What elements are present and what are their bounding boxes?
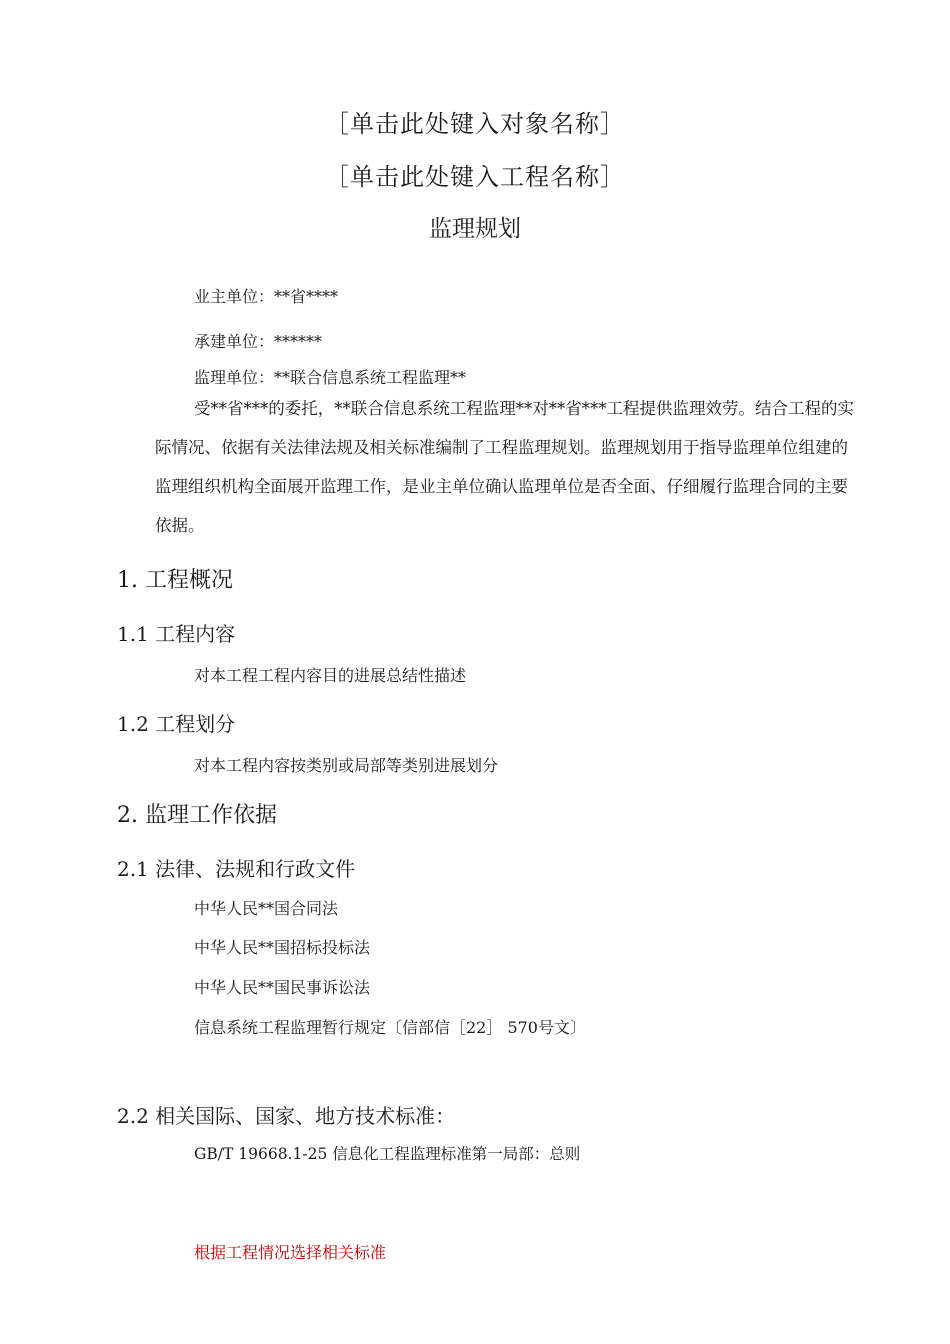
owner-unit: 业主单位：**省**** xyxy=(194,287,339,306)
section-2-heading: 2. 监理工作依据 xyxy=(117,803,277,828)
section-1-2-heading: 1.2 工程划分 xyxy=(117,712,236,736)
section-1-1-heading: 1.1 工程内容 xyxy=(117,622,236,646)
object-name-placeholder[interactable]: ［单击此处键入对象名称］ xyxy=(325,110,625,138)
law-item: 中华人民**国合同法 xyxy=(194,899,339,918)
law-item: 信息系统工程监理暂行规定〔信部信［22］ 570号文〕 xyxy=(194,1018,586,1037)
project-name-placeholder[interactable]: ［单击此处键入工程名称］ xyxy=(325,163,625,191)
contractor-unit: 承建单位：****** xyxy=(194,332,323,351)
document-title: 监理规划 xyxy=(429,216,521,242)
section-1-1-text: 对本工程工程内容目的进展总结性描述 xyxy=(194,666,467,685)
law-item: 中华人民**国民事诉讼法 xyxy=(194,978,371,997)
section-2-2-heading: 2.2 相关国际、国家、地方技术标准： xyxy=(117,1104,456,1128)
section-1-heading: 1. 工程概况 xyxy=(117,568,233,593)
section-1-2-text: 对本工程内容按类别或局部等类别进展划分 xyxy=(194,756,499,775)
intro-paragraph xyxy=(155,389,860,545)
supervisor-unit: 监理单位：**联合信息系统工程监理** xyxy=(194,368,467,387)
standard-item: GB/T 19668.1-25 信息化工程监理标准第一局部：总则 xyxy=(194,1145,581,1163)
intro-text: 受**省***的委托，**联合信息系统工程监理**对**省***工程提供监理效劳。结合工程的实际情况、依据有关法律法规及相关标准编制了工程监理规划。监理规划用于指导监理单位组建的监理组织机构全面展开监理工作，是业主单位确认监理单位是否全面、仔细履行监理合同的主要依据。 xyxy=(155,399,854,535)
law-item: 中华人民**国招标投标法 xyxy=(194,938,371,957)
standards-note: 根据工程情况选择相关标准 xyxy=(194,1243,387,1262)
section-2-1-heading: 2.1 法律、法规和行政文件 xyxy=(117,857,356,881)
